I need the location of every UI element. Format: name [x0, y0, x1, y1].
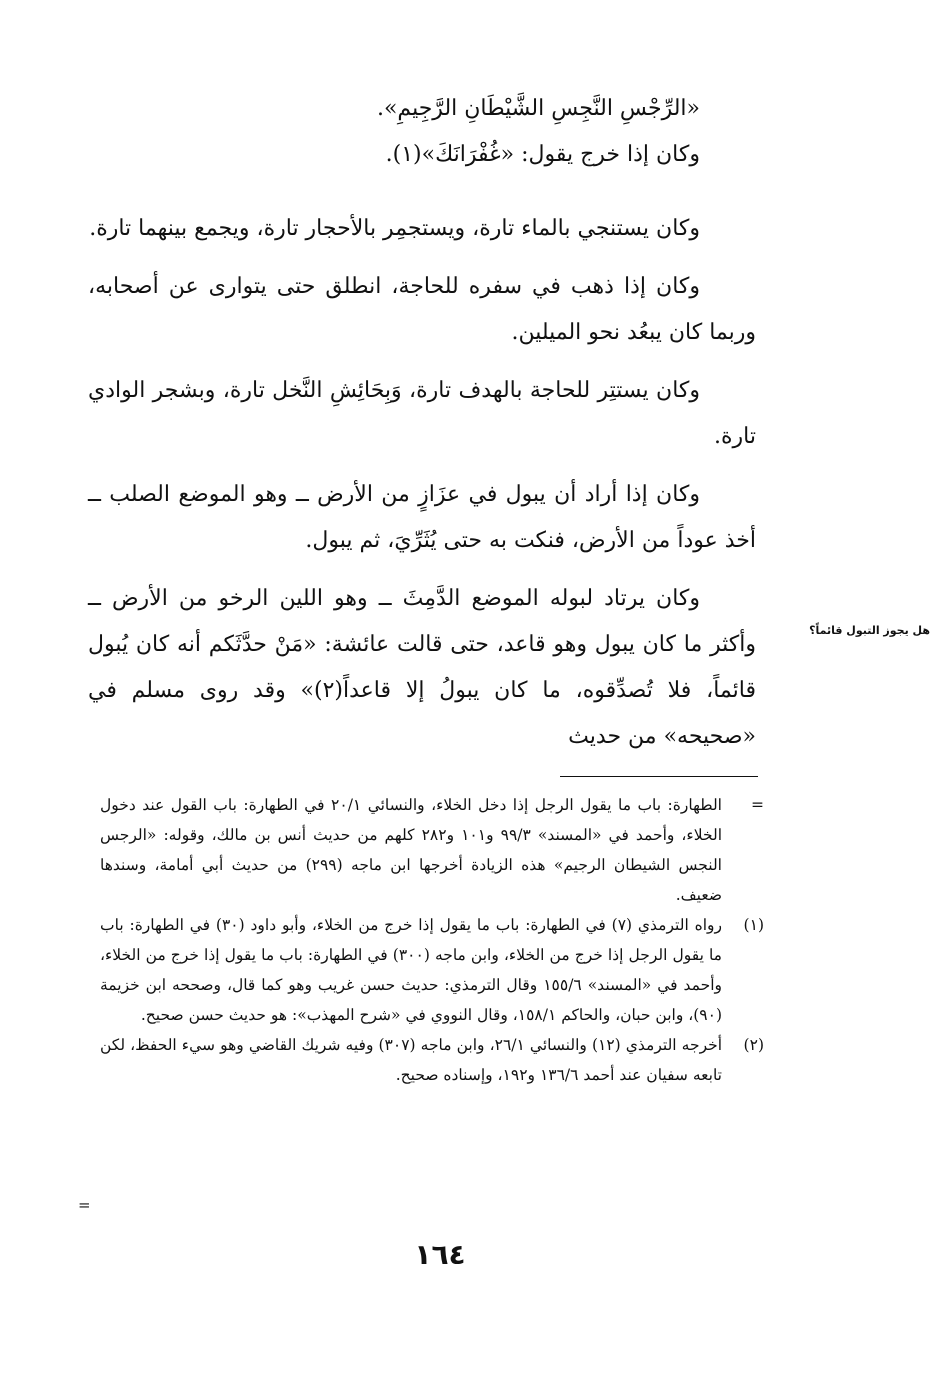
footnote-text: رواه الترمذي (٧) في الطهارة: باب ما يقول إذا خرج من الخلاء، وأبو داود (٣٠) في الطهارة: باب ما يقول الرجل إذا خرج من الخلاء، وابن ماجه (٣٠٠) في الطهارة: باب ما يقول إذا خرج من الخلاء، وأحمد في «المسند» ١٥٥/٦ وقال الترمذي: حديث حسن غريب وهو كما قال، وصححه ابن خزيمة (٩٠)، وابن حبان، والحاكم ١٥٨/١، وقال النووي في «شرح المهذب»: هو حديث حسن صحيح. [100, 916, 722, 1024]
paragraph-2: وكان إذا خرج يقول: «غُفْرَانَكَ»(١). [385, 142, 700, 167]
paragraph-6: وكان إذا أراد أن يبول في عزَازٍ من الأرض ــ وهو الموضع الصلب ــ أخذ عوداً من الأرض، فنكت به حتى يُثَرِّيَ، ثم يبول. [88, 482, 756, 553]
footnotes-block [100, 790, 764, 1090]
footnote-separator [560, 776, 758, 777]
continuation-end-mark: = [78, 1196, 91, 1214]
footnote-continuation [100, 790, 764, 910]
paragraph-7: وكان يرتاد لبوله الموضع الدَّمِثَ ــ وهو اللين الرخو من الأرض ــ وأكثر ما كان يبول وهو قاعد، حتى قالت عائشة: «مَنْ حدَّثَكم أنه كان يُبول قائماً، فلا تُصدِّقوه، ما كان يبولُ إلا قاعداً(٢)» وقد روى مسلم في «صحيحه» من حديث [88, 586, 756, 749]
footnote-text: الطهارة: باب ما يقول الرجل إذا دخل الخلاء، والنسائي ٢٠/١ في الطهارة: باب القول عند دخول الخلاء، وأحمد في «المسند» ٩٩/٣ و١٠١ و٢٨٢ كلهم من حديث أنس بن مالك، وقوله: «الرجس النجس الشيطان الرجيم» هذه الزيادة أخرجها ابن ماجه (٢٩٩) من حديث أبي أمامة، وسندها ضعيف. [100, 796, 722, 904]
footnote-text: أخرجه الترمذي (١٢) والنسائي ٢٦/١، وابن ماجه (٣٠٧) وفيه شريك القاضي وهو سيء الحفظ، لكن تابعه سفيان عند أحمد ١٣٦/٦ و١٩٢، وإسناده صحيح. [100, 1036, 723, 1084]
continuation-mark: = [751, 796, 764, 814]
paragraph-5: وكان يستتِر للحاجة بالهدف تارة، وَبِحَائِشِ النَّخل تارة، وبشجر الوادي تارة. [88, 378, 756, 449]
page-number: ١٦٤ [414, 1238, 466, 1271]
main-text-block [88, 86, 756, 760]
footnote-1 [100, 910, 764, 1030]
footnote-number: (٢) [743, 1036, 764, 1054]
paragraph-3: وكان يستنجي بالماء تارة، ويستجمِر بالأحجار تارة، ويجمع بينهما تارة. [89, 216, 700, 241]
paragraph-1: «الرِّجْسِ النَّجِسِ الشَّيْطَانِ الرَّجِيمِ». [376, 96, 700, 121]
margin-note: هل يجوز التبول قائماً؟ [809, 624, 930, 637]
footnote-number: (١) [743, 916, 764, 934]
paragraph-4: وكان إذا ذهب في سفره للحاجة، انطلق حتى يتوارى عن أصحابه، وربما كان يبعُد نحو الميلين. [88, 274, 756, 345]
footnote-2 [100, 1030, 764, 1090]
